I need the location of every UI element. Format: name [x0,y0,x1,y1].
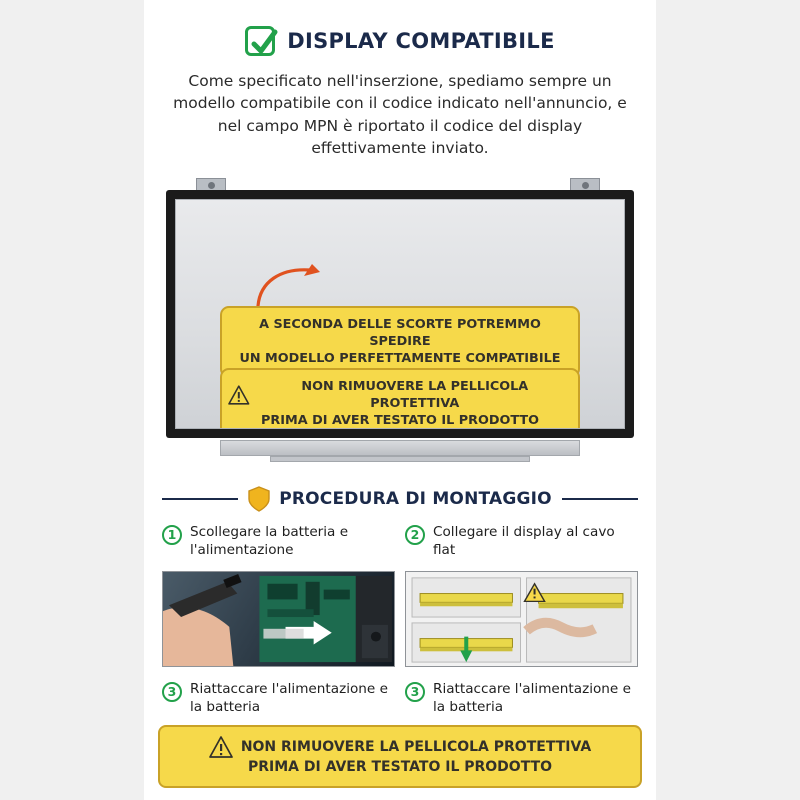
intro-text: Come specificato nell'inserzione, spediamo sempre un modello compatibile con il codice indicato nell'annuncio, e nel campo MPN è riportato il codice del display effettivamente inviato. [173,72,627,158]
compatibility-callout-line-2: UN MODELLO PERFETTAMENTE COMPATIBILE [239,351,561,367]
divider-right [562,498,638,500]
compatibility-callout [220,306,580,378]
step-3-left [162,681,395,716]
step-1 [162,524,395,559]
display-base [220,440,580,456]
step-1-text: Scollegare la batteria e l'alimentazione [190,523,349,558]
step-2-text: Collegare il display al cavo flat [433,523,615,558]
header [144,0,656,56]
step-1-photo [162,571,395,667]
content-sheet [144,0,656,800]
step-3-left-number: 3 [162,682,182,702]
mount-tab-right [570,178,600,191]
procedure-steps-grid [162,524,638,717]
page-title: DISPLAY COMPATIBILE [287,29,555,53]
green-check-icon [245,26,275,56]
display-screen [175,199,625,429]
step-3-right-text: Riattaccare l'alimentazione e la batteria [433,681,631,715]
procedure-title-group [248,486,552,512]
step-1-number: 1 [162,525,182,545]
step-2 [405,524,638,559]
footer-line-1: NON RIMUOVERE LA PELLICOLA PROTETTIVA [240,738,592,755]
film-warning-callout [220,368,580,429]
page-side-margin-right [656,0,800,800]
step-2-number: 2 [405,525,425,545]
compatibility-callout-line-1: A SECONDA DELLE SCORTE POTREMMO SPEDIRE [259,316,541,350]
footer-warning-banner [158,725,642,788]
procedure-title: PROCEDURA DI MONTAGGIO [279,488,552,509]
footer-line-2: PRIMA DI AVER TESTATO IL PRODOTTO [247,759,553,776]
procedure-header [162,486,638,512]
divider-left [162,498,238,500]
display-base-bar [270,456,530,462]
curved-arrow-icon [254,262,324,308]
film-warning-line-1: NON RIMUOVERE LA PELLICOLA PROTETTIVA [301,378,529,412]
display-bezel [166,190,634,438]
warning-triangle-icon [209,736,233,758]
page-side-margin-left [0,0,144,800]
display-illustration [158,178,642,468]
step-3-left-text: Riattaccare l'alimentazione e la batteria [190,681,388,715]
step-2-photo [405,571,638,667]
step-3-right [405,681,638,716]
warning-triangle-icon [228,385,250,405]
shield-icon [248,486,270,512]
mount-tab-left [196,178,226,191]
film-warning-line-2: PRIMA DI AVER TESTATO IL PRODOTTO [261,413,539,429]
step-3-right-number: 3 [405,682,425,702]
